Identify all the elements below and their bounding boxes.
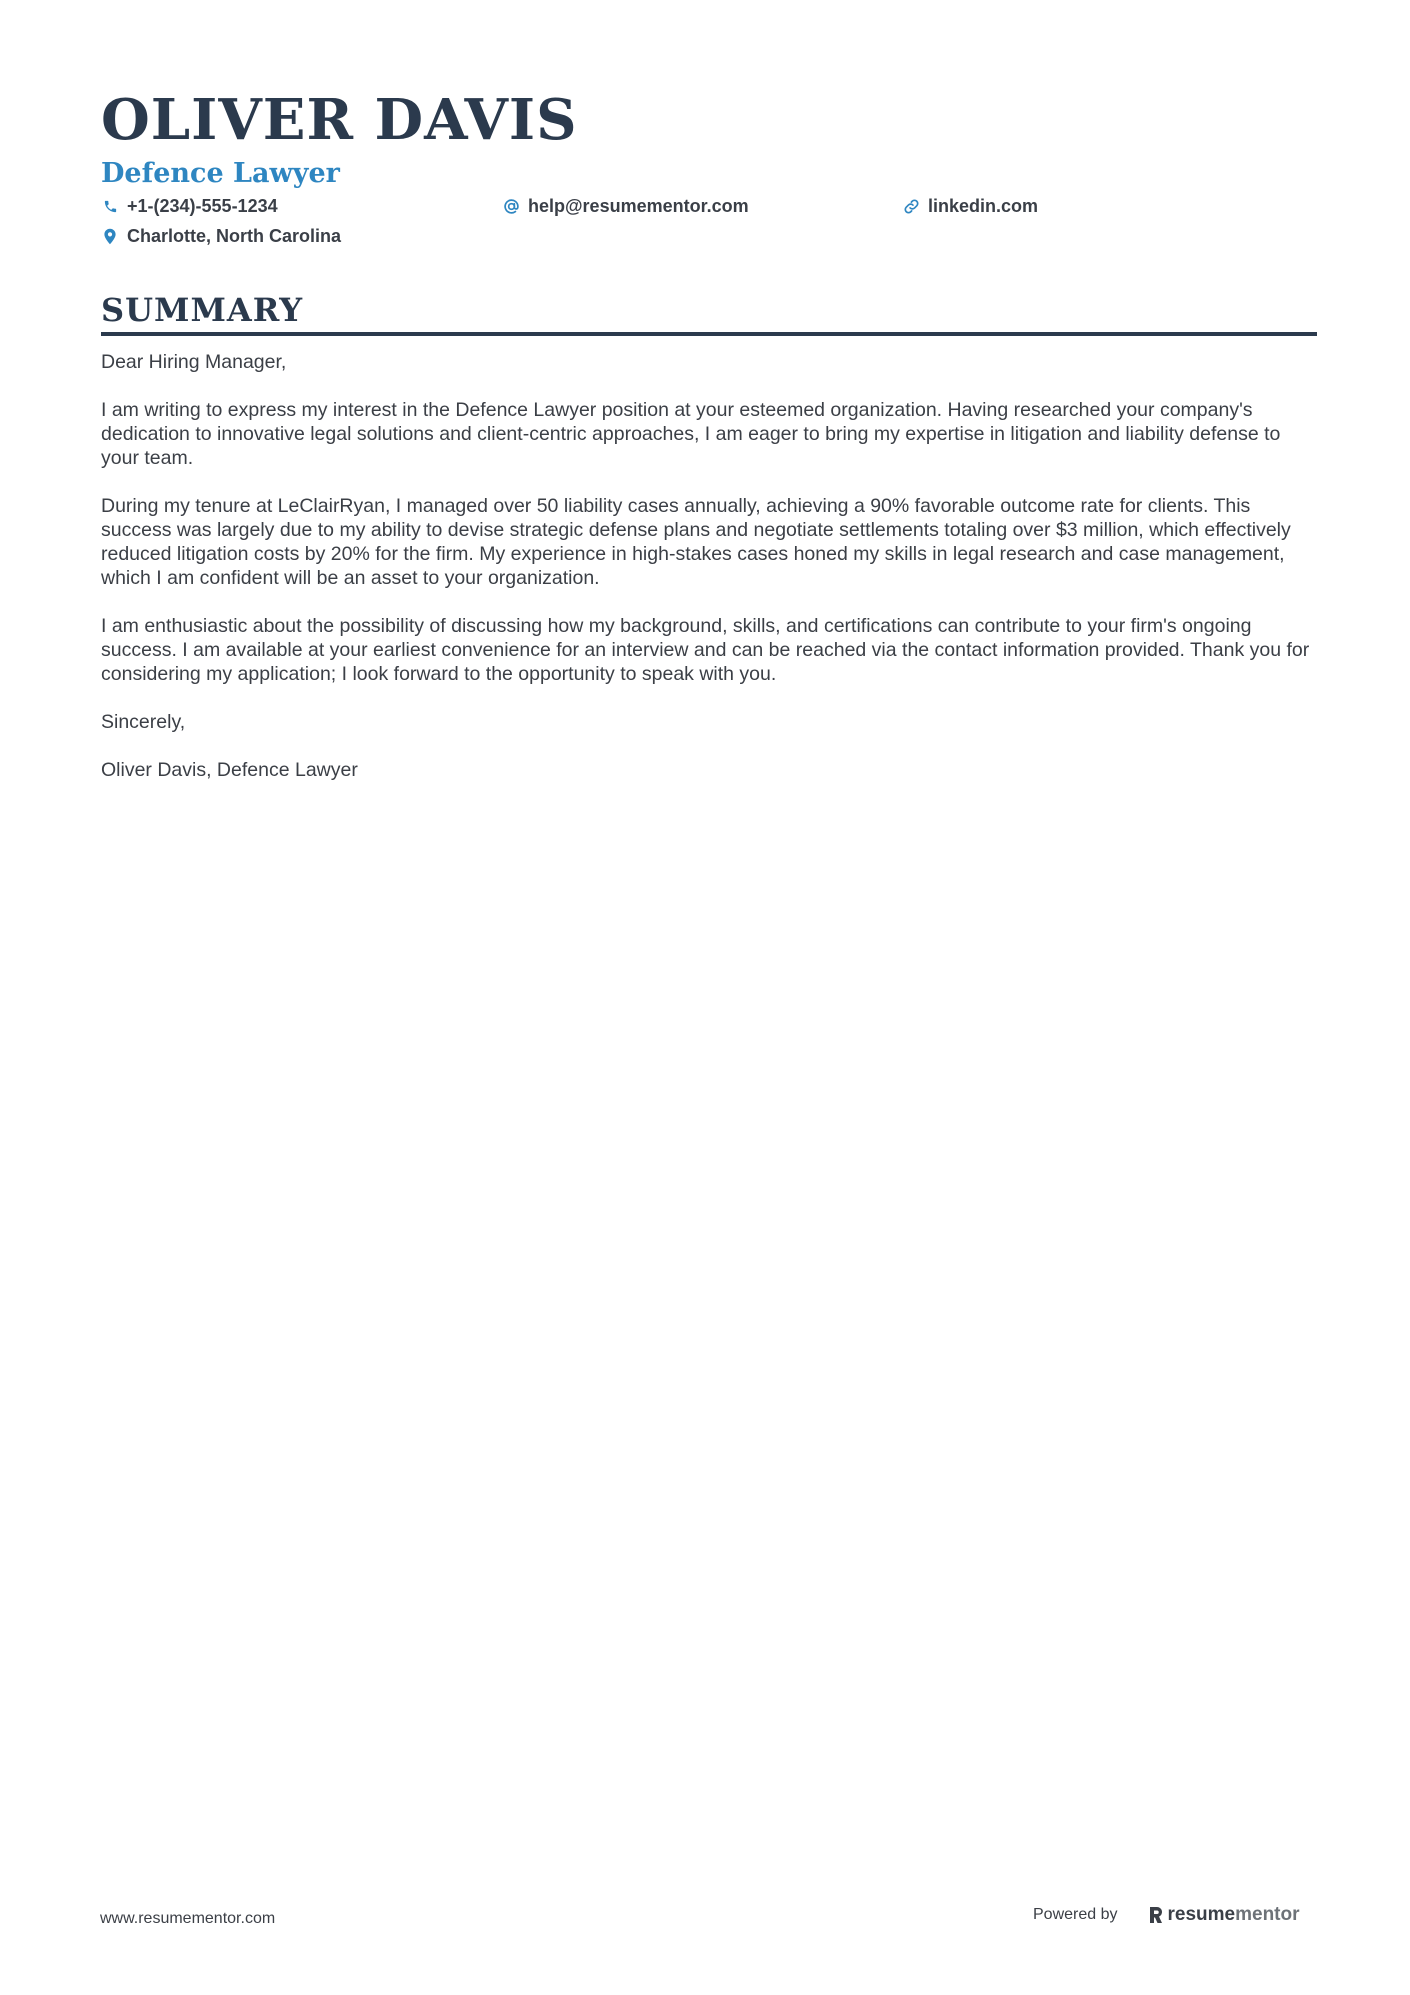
salutation: Dear Hiring Manager,	[101, 351, 287, 373]
link-icon	[902, 198, 920, 216]
footer-branding	[1033, 1904, 1300, 1926]
phone-text: +1-(234)-555-1234	[127, 196, 278, 216]
contact-location	[101, 226, 341, 247]
letter-body	[101, 350, 1317, 782]
paragraph: I am enthusiastic about the possibility of discussing how my background, skills, and certifications can contribute to your firm's ongoing success. I am available at your earliest convenience for an interview and can be reached via the contact information provided. Thank you for considering my application; I look forward to the opportunity to speak with you.	[101, 615, 1310, 685]
map-pin-icon	[101, 228, 119, 246]
closing: Sincerely,	[101, 711, 186, 733]
at-sign-icon	[502, 198, 520, 216]
header	[101, 86, 1317, 256]
brand-name-part2: mentor	[1235, 1904, 1300, 1925]
location-text: Charlotte, North Carolina	[127, 226, 342, 246]
phone-icon	[101, 198, 119, 216]
brand-logo[interactable]	[1148, 1904, 1300, 1926]
paragraph: I am writing to express my interest in the Defence Lawyer position at your esteemed organization. Having researched your company's dedication to innovative legal solutions and client-centric approaches, I am eager to bring my expertise in litigation and liability defense to your team.	[101, 399, 1281, 469]
section-title: SUMMARY	[101, 291, 304, 329]
contact-link[interactable]	[902, 196, 1038, 217]
footer-website[interactable]: www.resumementor.com	[100, 1910, 276, 1927]
email-text[interactable]: help@resumementor.com	[528, 196, 749, 216]
contact-info	[101, 196, 1317, 256]
link-text[interactable]: linkedin.com	[928, 196, 1039, 216]
candidate-name: OLIVER DAVIS	[101, 87, 578, 153]
resumementor-logo-icon	[1148, 1905, 1164, 1925]
job-title: Defence Lawyer	[101, 158, 340, 189]
powered-by-label: Powered by	[1033, 1906, 1118, 1923]
summary-section	[101, 290, 1317, 806]
section-divider	[101, 332, 1317, 336]
signature: Oliver Davis, Defence Lawyer	[101, 759, 358, 781]
contact-email[interactable]	[502, 196, 749, 217]
brand-name-part1: resume	[1167, 1904, 1236, 1925]
contact-phone	[101, 196, 278, 217]
paragraph: During my tenure at LeClairRyan, I managed over 50 liability cases annually, achieving a 90% favorable outcome rate for clients. This success was largely due to my ability to devise strategic defense plans and negotiate settlements totaling over $3 million, which effectively reduced litigation costs by 20% for the firm. My experience in high-stakes cases honed my skills in legal research and case management, which I am confident will be an asset to your organization.	[101, 495, 1291, 589]
